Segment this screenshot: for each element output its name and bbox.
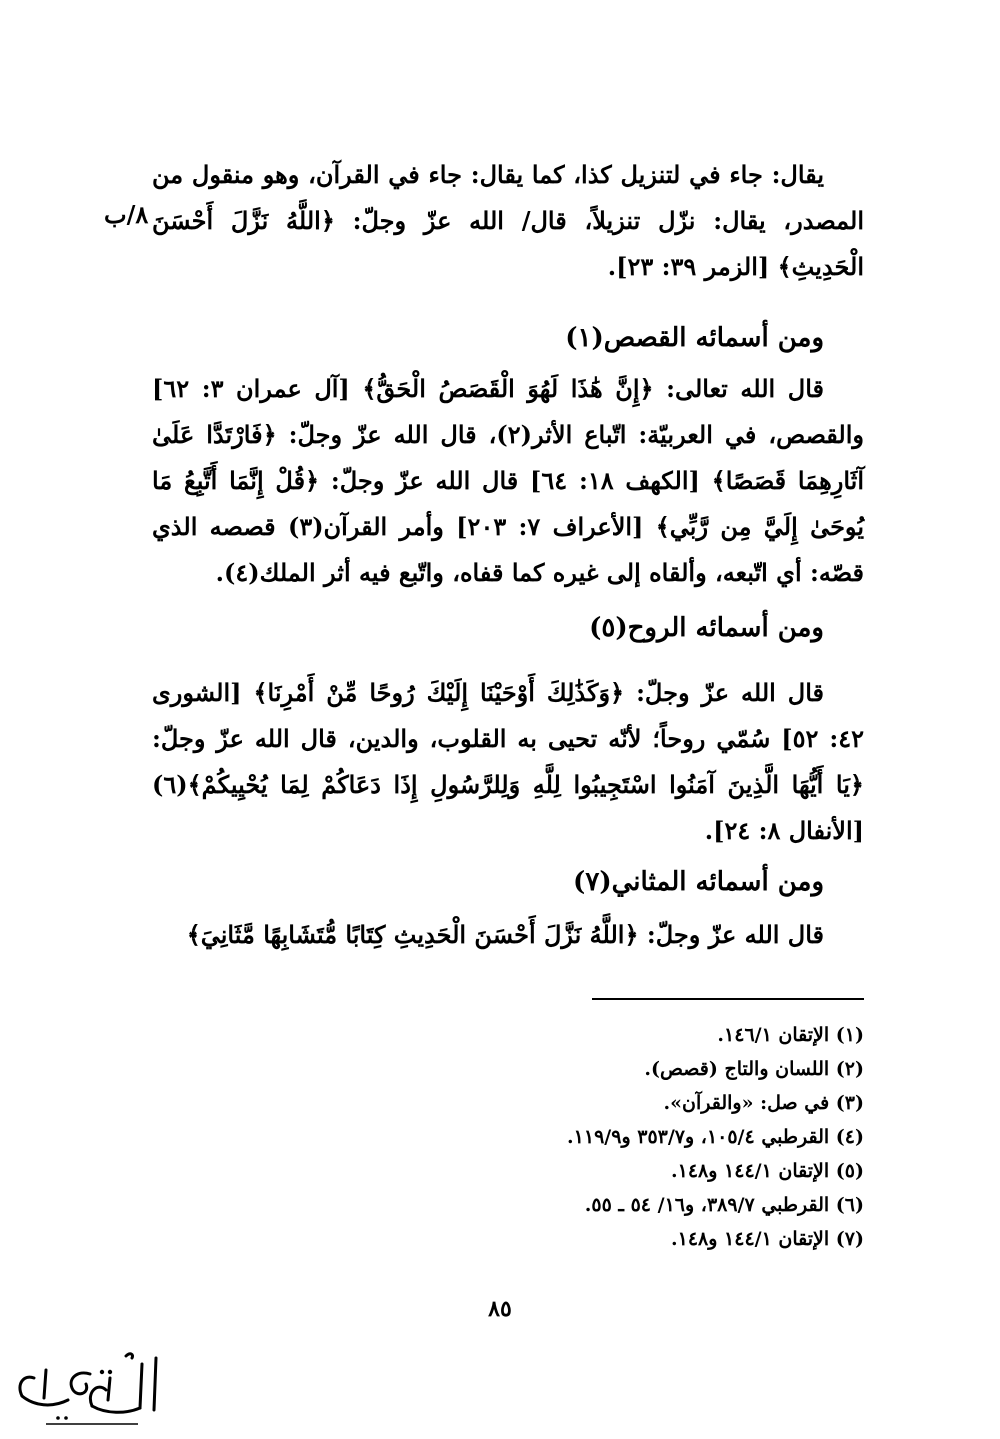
footnote-item: (٦) القرطبي ٣٨٩/٧، و١٦/ ٥٤ ـ ٥٥. [584,1194,864,1216]
footnote-separator [592,998,864,1000]
paragraph-2-text: قال الله تعالى: ﴿إِنَّ هَٰذَا لَهُوَ الْقَصَصُ الْحَقُّ﴾ [آل عمران ٣: ٦٢] والقصص، في العربيّة: اتّباع الأثر(٢)، قال الله عزّ وجلّ: ﴿فَارْتَدَّا عَلَىٰ آثَارِهِمَا قَصَصًا﴾ [الكهف ١٨: ٦٤] قال الله عزّ وجلّ: ﴿قُلْ إِنَّمَا أَتَّبِعُ مَا يُوحَىٰ إِلَيَّ مِن رَّبِّي﴾ [الأعراف ٧: ٢٠٣] وأمر القرآن(٣) قصصه الذي قصّه: أي اتّبعه، وألقاه إلى غيره كما قفاه، واتّبع فيه أثر الملك(٤). [152,374,865,587]
footnote-item: (٣) في صل: «والقرآن». [663,1092,864,1114]
footnote-item: (٧) الإتقان ١٤٤/١ و١٤٨. [670,1228,864,1250]
footnote-item: (٤) القرطبي ١٠٥/٤، و٣٥٣/٧ و١١٩/٩. [567,1126,864,1148]
paragraph-4-text: قال الله عزّ وجلّ: ﴿اللَّهُ نَزَّلَ أَحْسَنَ الْحَدِيثِ كِتَابًا مُّتَشَابِهًا مَّثَانِيَ﴾ [186,920,824,949]
page-number: ٨٥ [488,1296,512,1322]
section-heading-mathani: ومن أسمائه المثاني(٧) [573,867,824,897]
section-heading-ruh: ومن أسمائه الروح(٥) [589,613,824,643]
calligraphy-logo-icon [6,1348,166,1432]
body-paragraph-3 [152,670,864,854]
paragraph-3-text: قال الله عزّ وجلّ: ﴿وَكَذَٰلِكَ أَوْحَيْنَا إِلَيْكَ رُوحًا مِّنْ أَمْرِنَا﴾ [الشورى ٤٢: ٥٢] سُمّي روحاً؛ لأنّه تحيى به القلوب، والدين، قال الله عزّ وجلّ: ﴿يَا أَيُّهَا الَّذِينَ آمَنُوا اسْتَجِيبُوا لِلَّهِ وَلِلرَّسُولِ إِذَا دَعَاكُمْ لِمَا يُحْيِيكُمْ﴾(٦) [الأنفال ٨: ٢٤]. [152,678,864,845]
body-paragraph-2 [152,366,864,596]
paragraph-1-text: يقال: جاء في لتنزيل كذا، كما يقال: جاء في القرآن، وهو منقول من المصدر، يقال: نزّل تنزيلاً، قال/ الله عزّ وجلّ: ﴿اللَّهُ نَزَّلَ أَحْسَنَ الْحَدِيثِ﴾ [الزمر ٣٩: ٢٣]. [152,160,864,281]
footnotes-list [152,1018,864,1256]
section-heading-qasas: ومن أسمائه القصص(١) [565,323,824,353]
footnote-item: (٥) الإتقان ١٤٤/١ و١٤٨. [670,1160,864,1182]
footnote-item: (١) الإتقان ١٤٦/١. [717,1024,864,1046]
body-paragraph-4 [152,912,864,958]
manuscript-folio-note: ٨/ب [104,200,149,229]
footnote-item: (٢) اللسان والتاج (قصص). [644,1058,864,1080]
body-paragraph-1 [152,152,864,290]
